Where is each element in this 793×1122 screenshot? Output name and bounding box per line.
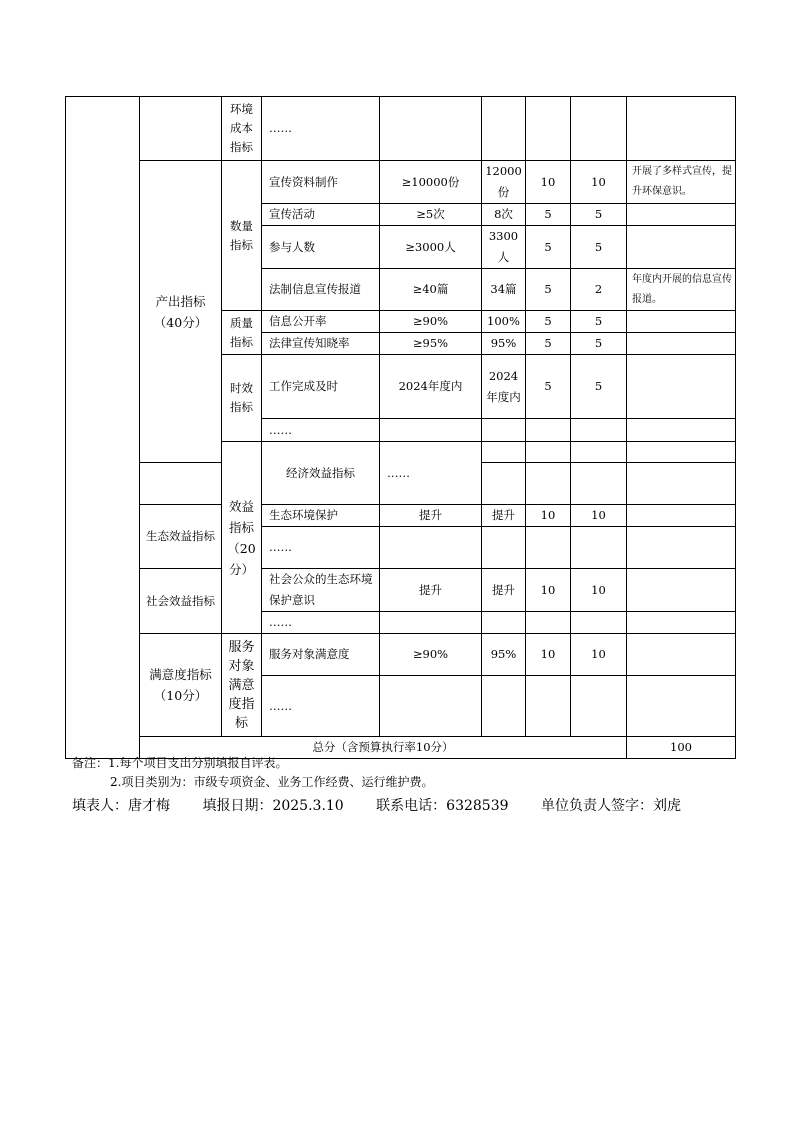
score-cell: 2 [571,269,627,311]
indicator-cell: …… [262,612,380,634]
score-cell: 10 [571,161,627,204]
output-group-label: 产出指标（40分） [140,161,222,463]
indicator-cell: 服务对象满意度 [262,634,380,676]
indicator-cell: …… [262,419,380,442]
indicator-cell: …… [262,527,380,569]
indicator-cell: 法制信息宣传报道 [262,269,380,311]
remark-line-1: 备注：1.每个项目支出分别填报自评表。 [72,756,288,770]
score-cell: 5 [571,311,627,333]
table-row [66,161,736,204]
indicator-cell: 社会公众的生态环境保护意识 [262,569,380,612]
weight-cell: 5 [526,226,571,269]
level3-label: 经济效益指标 [262,442,380,505]
level3-label: 生态效益指标 [140,505,222,569]
note-cell [627,311,736,333]
total-label: 总分（含预算执行率10分） [140,737,627,759]
total-weight: 100 [627,737,736,759]
note-cell: 年度内开展的信息宣传报道。 [627,269,736,311]
indicator-cell: 宣传资料制作 [262,161,380,204]
actual-cell: 12000份 [482,161,526,204]
satisfaction-group-label: 满意度指标（10分） [140,634,222,737]
contact-phone: 联系电话：6328539 [376,798,509,814]
actual-cell: 95% [482,333,526,355]
note-cell [627,226,736,269]
target-cell: 提升 [380,505,482,527]
score-cell: 10 [571,569,627,612]
level3-label: 社会效益指标 [140,569,222,634]
target-cell: ≥3000人 [380,226,482,269]
remarks [72,754,433,792]
target-cell: ≥5次 [380,204,482,226]
table-row [66,569,736,612]
target-cell: ≥10000份 [380,161,482,204]
indicator-cell: 宣传活动 [262,204,380,226]
note-cell [627,634,736,676]
indicator-cell: 法律宣传知晓率 [262,333,380,355]
indicator-cell: …… [262,676,380,737]
score-cell: 10 [571,505,627,527]
note-cell [627,355,736,419]
score-cell: 5 [571,355,627,419]
benefit-group-label: 效益指标（20分） [222,442,262,634]
weight-cell: 5 [526,311,571,333]
target-cell: ≥90% [380,311,482,333]
weight-cell: 10 [526,505,571,527]
actual-cell: 95% [482,634,526,676]
indicator-cell: 参与人数 [262,226,380,269]
level3-label: 时效指标 [222,355,262,442]
performance-table [65,96,736,759]
actual-cell: 100% [482,311,526,333]
note-cell [627,333,736,355]
weight-cell: 5 [526,355,571,419]
target-cell: ≥40篇 [380,269,482,311]
level3-label: 质量指标 [222,311,262,355]
level1-cell [66,97,140,759]
signature-footer [72,795,709,815]
note-cell [627,505,736,527]
actual-cell: 3300人 [482,226,526,269]
table-row [66,505,736,527]
remark-line-2: 2.项目类别为：市级专项资金、业务工作经费、运行维护费。 [110,775,434,789]
note-cell [627,204,736,226]
note-cell: 开展了多样式宣传，提升环保意识。 [627,161,736,204]
indicator-cell: 工作完成及时 [262,355,380,419]
level3-label: 服务对象满意度指标 [222,634,262,737]
fill-date: 填报日期：2025.3.10 [202,798,344,814]
weight-cell: 5 [526,269,571,311]
actual-cell: 2024年度内 [482,355,526,419]
target-cell: ≥90% [380,634,482,676]
score-cell: 5 [571,226,627,269]
weight-cell: 10 [526,161,571,204]
target-cell: 提升 [380,569,482,612]
score-cell: 10 [571,634,627,676]
actual-cell: 提升 [482,569,526,612]
weight-cell: 5 [526,333,571,355]
table-row [66,634,736,676]
score-cell: 5 [571,333,627,355]
score-cell: 5 [571,204,627,226]
weight-cell: 5 [526,204,571,226]
level3-label: 环境成本指标 [222,97,262,161]
table-row [66,97,736,161]
indicator-cell: …… [380,442,482,505]
filler-name: 填表人：唐才梅 [72,798,170,814]
actual-cell: 8次 [482,204,526,226]
note-cell [627,569,736,612]
actual-cell: 34篇 [482,269,526,311]
indicator-cell: 生态环境保护 [262,505,380,527]
actual-cell: 提升 [482,505,526,527]
weight-cell: 10 [526,569,571,612]
level3-label: 数量指标 [222,161,262,311]
target-cell: ≥95% [380,333,482,355]
target-cell: 2024年度内 [380,355,482,419]
weight-cell: 10 [526,634,571,676]
responsible-signature: 单位负责人签字：刘虎 [540,798,681,814]
indicator-cell: …… [262,97,380,161]
indicator-cell: 信息公开率 [262,311,380,333]
level2-cell [140,97,222,161]
